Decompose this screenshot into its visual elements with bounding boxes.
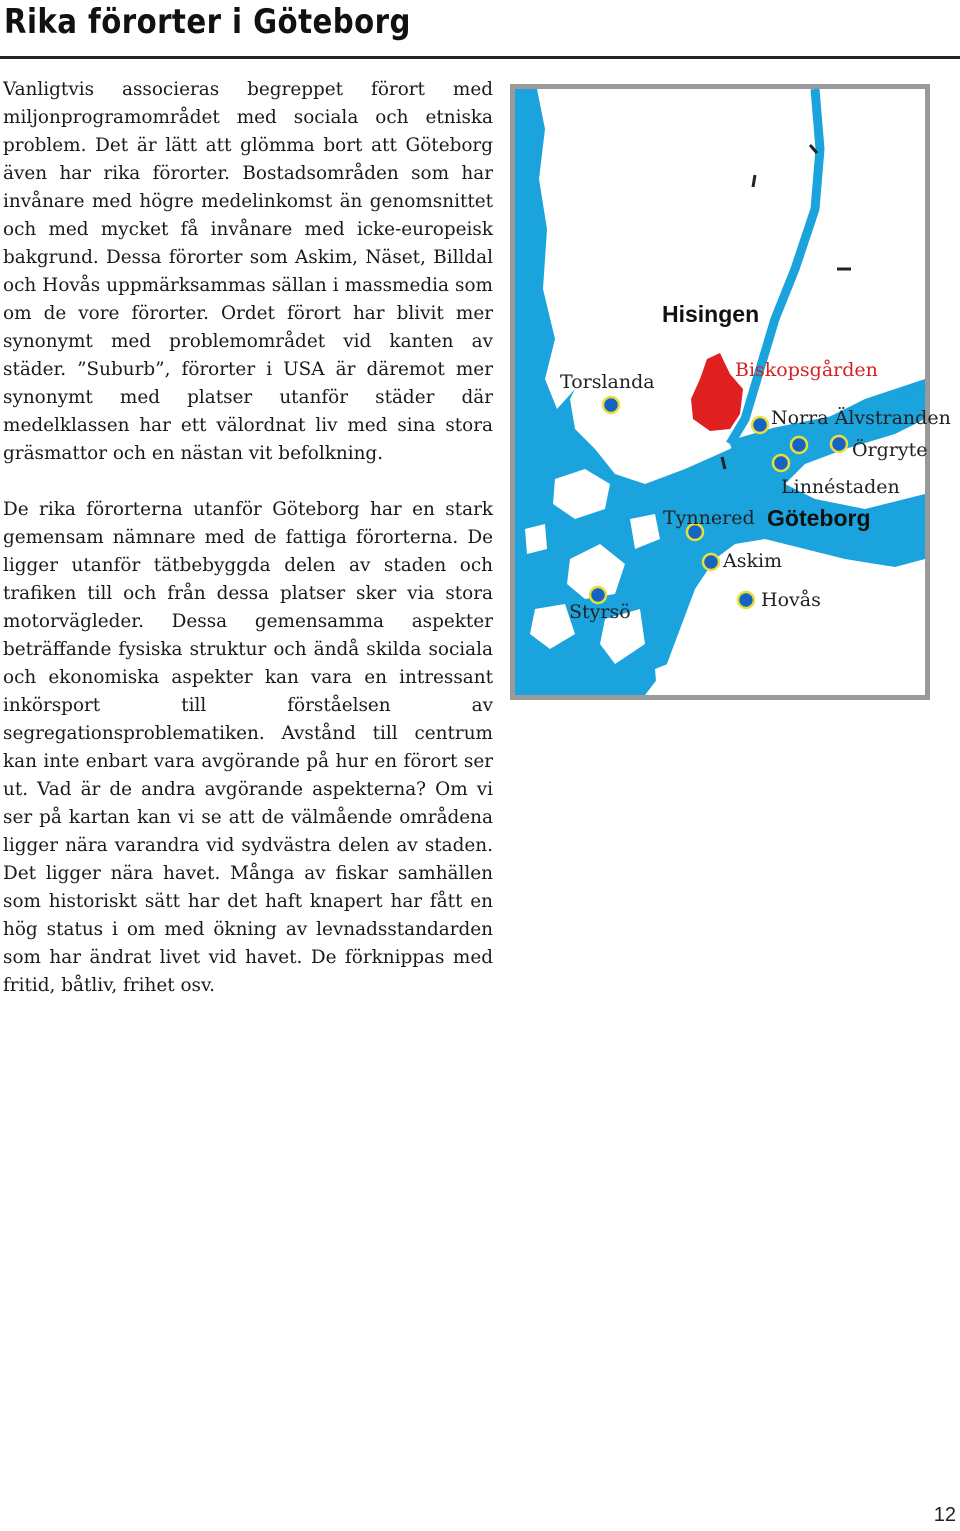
- map-label-askim: Askim: [723, 550, 783, 572]
- map-label-biskopsgarden: Biskopsgården: [735, 359, 878, 381]
- marker-norra-alvstranden: [752, 417, 768, 433]
- marker-linnestaden: [791, 437, 807, 453]
- marker-torslanda: [603, 397, 619, 413]
- map-road-mark: [753, 175, 755, 187]
- text-column-top: [3, 76, 493, 468]
- title-rule: [0, 56, 960, 59]
- map-label-torslanda: Torslanda: [560, 371, 655, 393]
- map-gothenburg: [510, 84, 951, 700]
- map-label-orgryte: Örgryte: [852, 439, 928, 461]
- paragraph-1: Vanligtvis associeras begreppet förort med miljonprogramområdet med sociala och etniska problem. Det är lätt att glömma bort att Göteborg även har rika förorter. Bostadsområden som har invånare med högre medelinkomst än genomsnittet och med mycket få invånare med icke-europeisk bakgrund. Dessa förorter som Askim, Näset, Billdal och Hovås uppmärksammas sällan i massmedia som om de vore förorter. Ordet förort har blivit mer synonymt med problemområdet vid kanten av städer. ”Suburb”, förorter i USA är däremot mer synonymt med platser utanför städer där medelklassen har ett välordnat liv med sina stora gräsmattor och en nästan vit befolkning.: [3, 79, 493, 464]
- text-column-bottom: [3, 496, 493, 1000]
- map-label-hisingen: Hisingen: [662, 301, 760, 327]
- page-title: Rika förorter i Göteborg: [4, 2, 411, 42]
- page-number: 12: [933, 1504, 956, 1526]
- marker-hovas: [738, 592, 754, 608]
- map-label-hovas: Hovås: [761, 589, 821, 611]
- paragraph-2: De rika förorterna utanför Göteborg har en stark gemensam nämnare med de fattiga förorterna. De ligger utanför tätbebyggda delen av staden och trafiken till och från dessa platser sker via stora motorvägleder. Dessa gemensamma aspekter beträffande fysiska struktur och ändå skilda sociala och ekonomiska aspekter kan vara en intressant inkörsport till förståelsen av segregationsproblematiken. Avstånd till centrum kan inte enbart vara avgörande på hur en förort ser ut. Vad är de andra avgörande aspekterna? Om vi ser på kartan kan vi se att de välmående områdena ligger nära varandra vid sydvästra delen av staden. Det ligger nära havet. Många av fiskar samhällen som historiskt sätt har det haft knapert har fått en hög status i om med ökning av levnadsstandarden som har ändrat livet vid havet. De förknippas med fritid, båtliv, frihet osv.: [3, 499, 493, 996]
- marker-askim: [703, 554, 719, 570]
- marker-goteborg: [773, 455, 789, 471]
- marker-orgryte: [831, 436, 847, 452]
- map-island: [525, 524, 547, 554]
- map-label-norra-alvstranden: Norra Älvstranden: [771, 407, 951, 429]
- map-label-linnestaden: Linnéstaden: [781, 476, 900, 498]
- map-label-tynnered: Tynnered: [663, 507, 755, 529]
- map-label-styrso: Styrsö: [569, 601, 631, 623]
- map-label-goteborg: Göteborg: [767, 505, 871, 531]
